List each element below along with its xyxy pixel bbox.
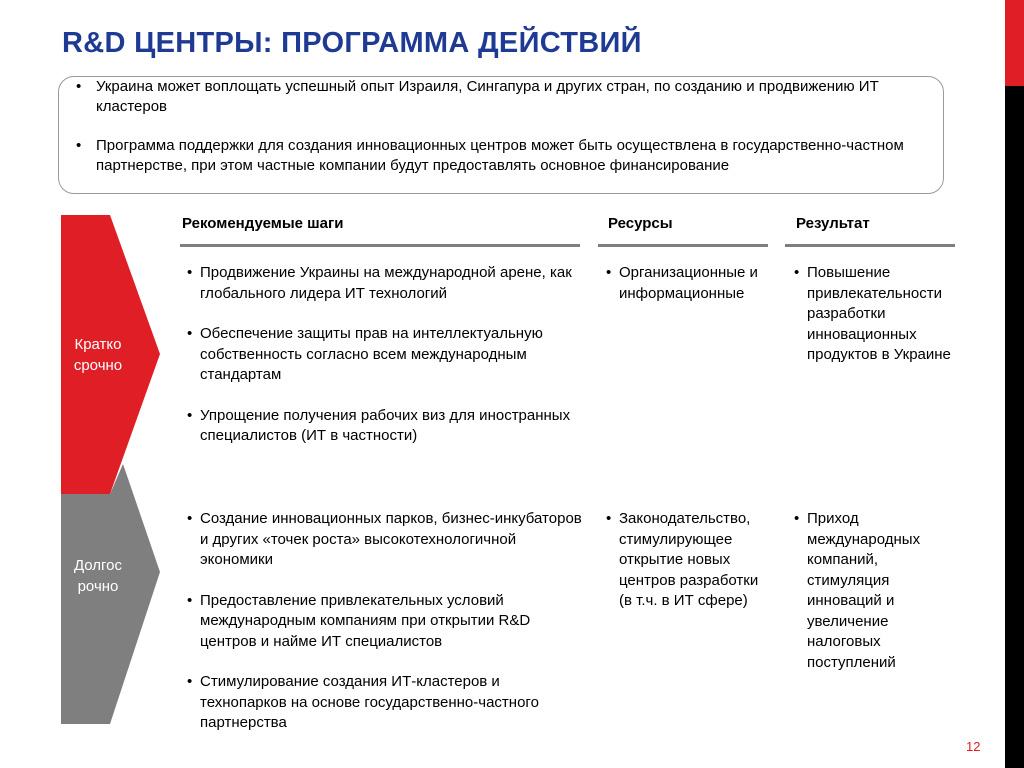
header-steps: Рекомендуемые шаги bbox=[182, 215, 344, 232]
page-number: 12 bbox=[966, 739, 981, 754]
page-title: R&D ЦЕНТРЫ: ПРОГРАММА ДЕЙСТВИЙ bbox=[62, 27, 642, 59]
timeframe-arrows bbox=[0, 0, 200, 768]
long-term-label: Долгос рочно bbox=[73, 557, 123, 595]
header-rule-result bbox=[785, 244, 955, 247]
list-item: • Продвижение Украины на международной арене, как глобального лидера ИТ технологий bbox=[187, 263, 587, 304]
list-item: • Упрощение получения рабочих виз для иностранных специалистов (ИТ в частности) bbox=[187, 406, 587, 447]
list-item: • Организационные и информационные bbox=[606, 263, 774, 304]
list-item: • Приход международных компаний, стимуляция инноваций и увеличение налоговых поступлений bbox=[794, 509, 954, 673]
list-item: • Предоставление привлекательных условий международным компаниям при открытии R&D центров и найме ИТ специалистов bbox=[187, 591, 587, 653]
list-item: • Законодательство, стимулирующее открытие новых центров разработки (в т.ч. в ИТ сфере) bbox=[606, 509, 774, 612]
intro-bullet: • Программа поддержки для создания инновационных центров может быть осуществлена в государственно-частном партнерстве, при этом частные компании будут предоставлять основное финансирование bbox=[76, 136, 906, 176]
intro-bullet: • Украина может воплощать успешный опыт Израиля, Сингапура и других стран, по созданию и продвижению ИТ кластеров bbox=[76, 77, 906, 117]
list-item: • Создание инновационных парков, бизнес-инкубаторов и других «точек роста» высокотехнологичной экономики bbox=[187, 509, 587, 571]
edge-accent-red bbox=[1005, 0, 1024, 86]
intro-list bbox=[76, 77, 906, 195]
edge-accent-black bbox=[1005, 86, 1024, 768]
list-item: • Обеспечение защиты прав на интеллектуальную собственность согласно всем международным стандартам bbox=[187, 324, 587, 386]
header-result: Результат bbox=[796, 215, 870, 232]
header-rule-steps bbox=[180, 244, 580, 247]
short-term-label: Кратко срочно bbox=[73, 336, 123, 374]
long-term-steps bbox=[187, 509, 587, 754]
short-term-steps bbox=[187, 263, 587, 467]
list-item: • Повышение привлекательности разработки инновационных продуктов в Украине bbox=[794, 263, 979, 366]
short-term-resources bbox=[606, 263, 774, 324]
list-item: • Стимулирование создания ИТ-кластеров и технопарков на основе государственно-частного партнерства bbox=[187, 672, 587, 734]
long-term-result bbox=[794, 509, 954, 693]
header-resources: Ресурсы bbox=[608, 215, 673, 232]
short-term-result bbox=[794, 263, 979, 386]
long-term-resources bbox=[606, 509, 774, 632]
header-rule-resources bbox=[598, 244, 768, 247]
